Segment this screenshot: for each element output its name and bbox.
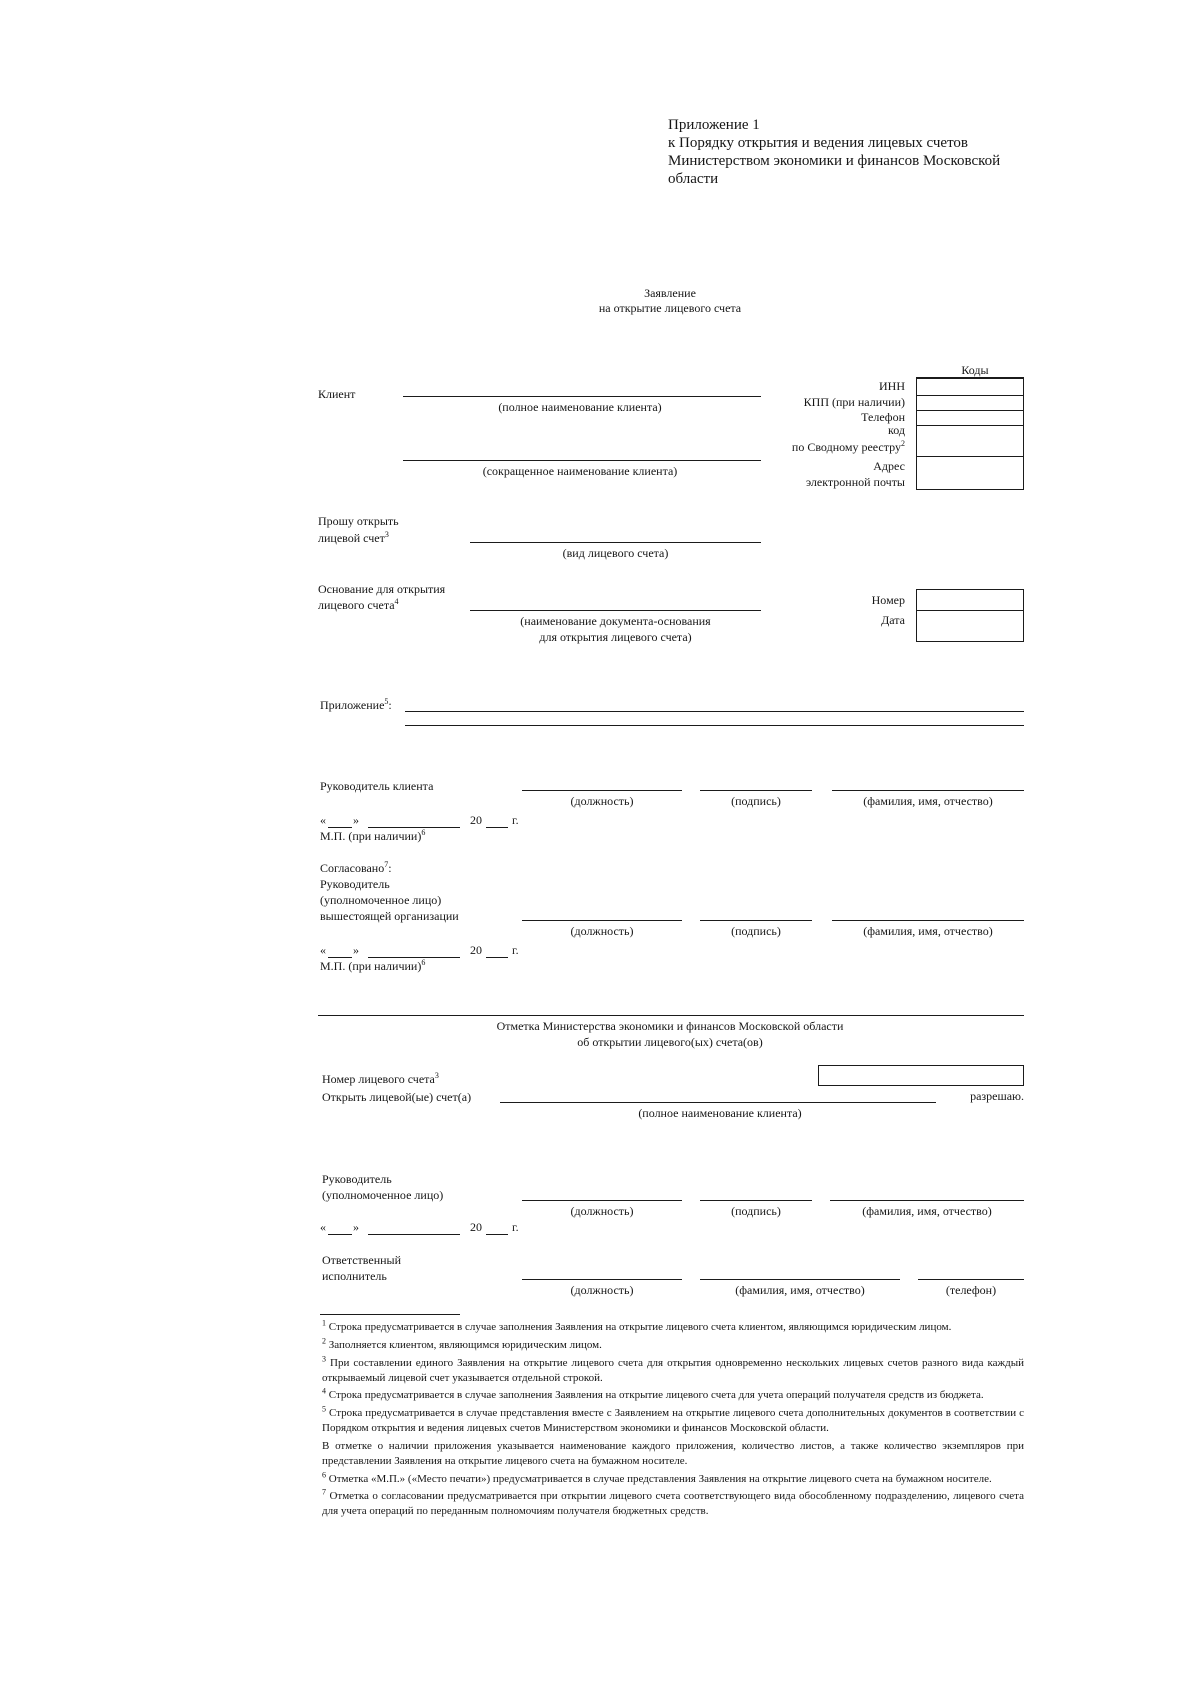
footnote-3: $^3$ При составлении единого Заявления на открытие лицевого счета для открытия одновременно нескольких лицевых счетов разного вида каждый открываемый лицевой счет указывается отдельной строкой.: [322, 1354, 1024, 1384]
head-ministry-line-1: Руководитель: [322, 1172, 392, 1186]
basis-label-1: Основание для открытия: [318, 582, 446, 596]
document-title: Заявление: [644, 286, 696, 300]
approved-line-2: (уполномоченное лицо): [320, 893, 442, 907]
appendix-number: Приложение 1: [668, 117, 760, 133]
head-ministry-date-open-quote: «: [320, 1220, 326, 1234]
client-full-name-field[interactable]: [403, 396, 761, 397]
appendix-line-4: области: [668, 171, 719, 187]
executor-fio-field[interactable]: [700, 1279, 900, 1280]
approved-month-field[interactable]: [368, 957, 460, 958]
head-client-year-suffix: г.: [512, 813, 519, 827]
approved-year-prefix: 20: [470, 943, 482, 957]
approved-signature-field[interactable]: [700, 920, 812, 921]
basis-number-label: Номер: [871, 593, 905, 607]
footnote-2: $^2$ Заполняется клиентом, являющимся юридическим лицом.: [322, 1336, 602, 1351]
head-client-date-open-quote: «: [320, 813, 326, 827]
appendix-line-2: к Порядку открытия и ведения лицевых счетов: [668, 135, 969, 151]
head-client-signature-caption: (подпись): [731, 794, 781, 808]
head-client-position-field[interactable]: [522, 790, 682, 791]
head-ministry-position-field[interactable]: [522, 1200, 682, 1201]
phone-cell[interactable]: [917, 410, 1023, 426]
head-ministry-line-2: (уполномоченное лицо): [322, 1188, 444, 1202]
basis-number-date-table: [916, 589, 1024, 642]
attachment-field-2[interactable]: [405, 725, 1024, 726]
approved-line-3: вышестоящей организации: [320, 909, 459, 923]
head-ministry-position-caption: (должность): [570, 1204, 634, 1218]
appendix-line-3: Министерством экономики и финансов Московской: [668, 153, 1001, 169]
executor-fio-caption: (фамилия, имя, отчество): [735, 1283, 865, 1297]
head-client-stamp-note: М.П. (при наличии)$^6$: [320, 828, 426, 843]
ministry-section-divider: [318, 1015, 1024, 1016]
footnote-1: $^1$ Строка предусматривается в случае заполнения Заявления на открытие лицевого счета клиентом, являющимся юридическим лицом.: [322, 1318, 952, 1333]
head-client-date-close-quote: »: [353, 813, 359, 827]
registry-label: по Сводному реестру$^2$: [791, 439, 905, 454]
approved-signature-caption: (подпись): [731, 924, 781, 938]
inn-label: ИНН: [879, 379, 905, 393]
approved-year-field[interactable]: [486, 957, 508, 958]
allowed-label: разрешаю.: [970, 1089, 1024, 1103]
head-client-label: Руководитель клиента: [320, 779, 434, 793]
footnote-6: $^6$ Отметка «М.П.» («Место печати») предусматривается в случае представления Заявления на открытие лицевого счета на бумажном носителе.: [322, 1469, 992, 1485]
footnote-7: $^7$ Отметка о согласовании предусматривается при открытии лицевого счета соответствующего вида обособленному подразделению, лицевого счета для учета операций по переданным полномочиям получателя бюджетных средств.: [322, 1487, 1024, 1518]
email-label: электронной почты: [805, 475, 905, 489]
approved-position-caption: (должность): [570, 924, 634, 938]
codes-table: [916, 378, 1024, 490]
head-client-signature-field[interactable]: [700, 790, 812, 791]
open-request-label-2: лицевой счет$^3$: [318, 530, 389, 545]
approved-label: Согласовано$^7$:: [320, 860, 392, 875]
basis-caption-1: (наименование документа-основания: [520, 614, 711, 628]
phone-label: Телефон: [861, 410, 905, 424]
account-type-caption: (вид лицевого счета): [562, 546, 669, 560]
open-request-label-1: Прошу открыть: [318, 514, 399, 528]
kpp-cell[interactable]: [917, 395, 1023, 411]
basis-label-2: лицевого счета$^4$: [318, 597, 399, 612]
ministry-client-name-caption: (полное наименование клиента): [638, 1106, 802, 1120]
ministry-client-name-field[interactable]: [500, 1102, 936, 1103]
approved-date-close-quote: »: [353, 943, 359, 957]
ministry-mark-title: Отметка Министерства экономики и финансов Московской области: [496, 1019, 844, 1033]
head-client-year-field[interactable]: [486, 827, 508, 828]
approved-fio-caption: (фамилия, имя, отчество): [863, 924, 993, 938]
approved-date-open-quote: «: [320, 943, 326, 957]
basis-number-cell[interactable]: [917, 590, 1023, 611]
approved-year-suffix: г.: [512, 943, 519, 957]
head-ministry-signature-caption: (подпись): [731, 1204, 781, 1218]
executor-line-2: исполнитель: [322, 1269, 387, 1283]
executor-phone-caption: (телефон): [945, 1283, 997, 1297]
attachment-field-1[interactable]: [405, 711, 1024, 712]
head-ministry-year-prefix: 20: [470, 1220, 482, 1234]
approved-line-1: Руководитель: [320, 877, 390, 891]
basis-document-field[interactable]: [470, 610, 761, 611]
approved-stamp-note: М.П. (при наличии)$^6$: [320, 958, 426, 973]
footnote-5: $^5$ Строка предусматривается в случае представления вместе с Заявлением на открытие лицевого счета дополнительных документов в соответствии с Порядком открытия и ведения лицевых счетов Министерством экономики и финансов Московской области.: [322, 1404, 1025, 1435]
kpp-label: КПП (при наличии): [803, 395, 905, 409]
client-label: Клиент: [318, 387, 356, 401]
head-client-day-field[interactable]: [328, 827, 352, 828]
basis-date-label: Дата: [881, 613, 905, 627]
open-accounts-label: Открыть лицевой(ые) счет(а): [322, 1090, 472, 1104]
footnotes: [322, 1320, 1024, 1522]
account-type-field[interactable]: [470, 542, 761, 543]
head-ministry-date-close-quote: »: [353, 1220, 359, 1234]
inn-cell[interactable]: [917, 379, 1023, 396]
basis-date-cell[interactable]: [917, 610, 1023, 643]
account-number-box[interactable]: [818, 1065, 1024, 1086]
client-short-name-field[interactable]: [403, 460, 761, 461]
address-label: Адрес: [873, 459, 905, 473]
executor-line-1: Ответственный: [322, 1253, 402, 1267]
head-ministry-day-field[interactable]: [328, 1234, 352, 1235]
footnote-separator: [320, 1314, 460, 1315]
executor-position-field[interactable]: [522, 1279, 682, 1280]
basis-caption-2: для открытия лицевого счета): [539, 630, 692, 644]
codes-heading: Коды: [961, 363, 989, 377]
head-ministry-fio-field[interactable]: [830, 1200, 1024, 1201]
head-ministry-signature-field[interactable]: [700, 1200, 812, 1201]
approved-fio-field[interactable]: [832, 920, 1024, 921]
head-client-fio-caption: (фамилия, имя, отчество): [863, 794, 993, 808]
client-full-name-caption: (полное наименование клиента): [498, 400, 662, 414]
head-ministry-fio-caption: (фамилия, имя, отчество): [862, 1204, 992, 1218]
executor-position-caption: (должность): [570, 1283, 634, 1297]
footnote-4: $^4$ Строка предусматривается в случае заполнения Заявления на открытие лицевого счета для учета операций получателя средств из бюджета.: [322, 1386, 984, 1402]
head-client-year-prefix: 20: [470, 813, 482, 827]
attachment-label: Приложение$^5$:: [320, 697, 392, 712]
head-ministry-month-field[interactable]: [368, 1234, 460, 1235]
ministry-mark-subtitle: об открытии лицевого(ых) счета(ов): [577, 1035, 763, 1049]
head-ministry-year-suffix: г.: [512, 1220, 519, 1234]
footnote-5-continued: В отметке о наличии приложения указывается наименование каждого приложения, количество листов, а также количество экземпляров при представлении Заявления на открытие лицевого счета на бумажном носителе.: [322, 1439, 1024, 1467]
code-label: код: [888, 423, 905, 437]
client-short-name-caption: (сокращенное наименование клиента): [482, 464, 678, 478]
approved-day-field[interactable]: [328, 957, 352, 958]
head-client-month-field[interactable]: [368, 827, 460, 828]
document-subtitle: на открытие лицевого счета: [598, 301, 742, 315]
head-ministry-year-field[interactable]: [486, 1234, 508, 1235]
email-cell[interactable]: [917, 456, 1023, 491]
account-number-label: Номер лицевого счета$^3$: [322, 1071, 439, 1086]
registry-code-cell[interactable]: [917, 425, 1023, 457]
executor-phone-field[interactable]: [918, 1279, 1024, 1280]
head-client-position-caption: (должность): [570, 794, 634, 808]
head-client-fio-field[interactable]: [832, 790, 1024, 791]
approved-position-field[interactable]: [522, 920, 682, 921]
